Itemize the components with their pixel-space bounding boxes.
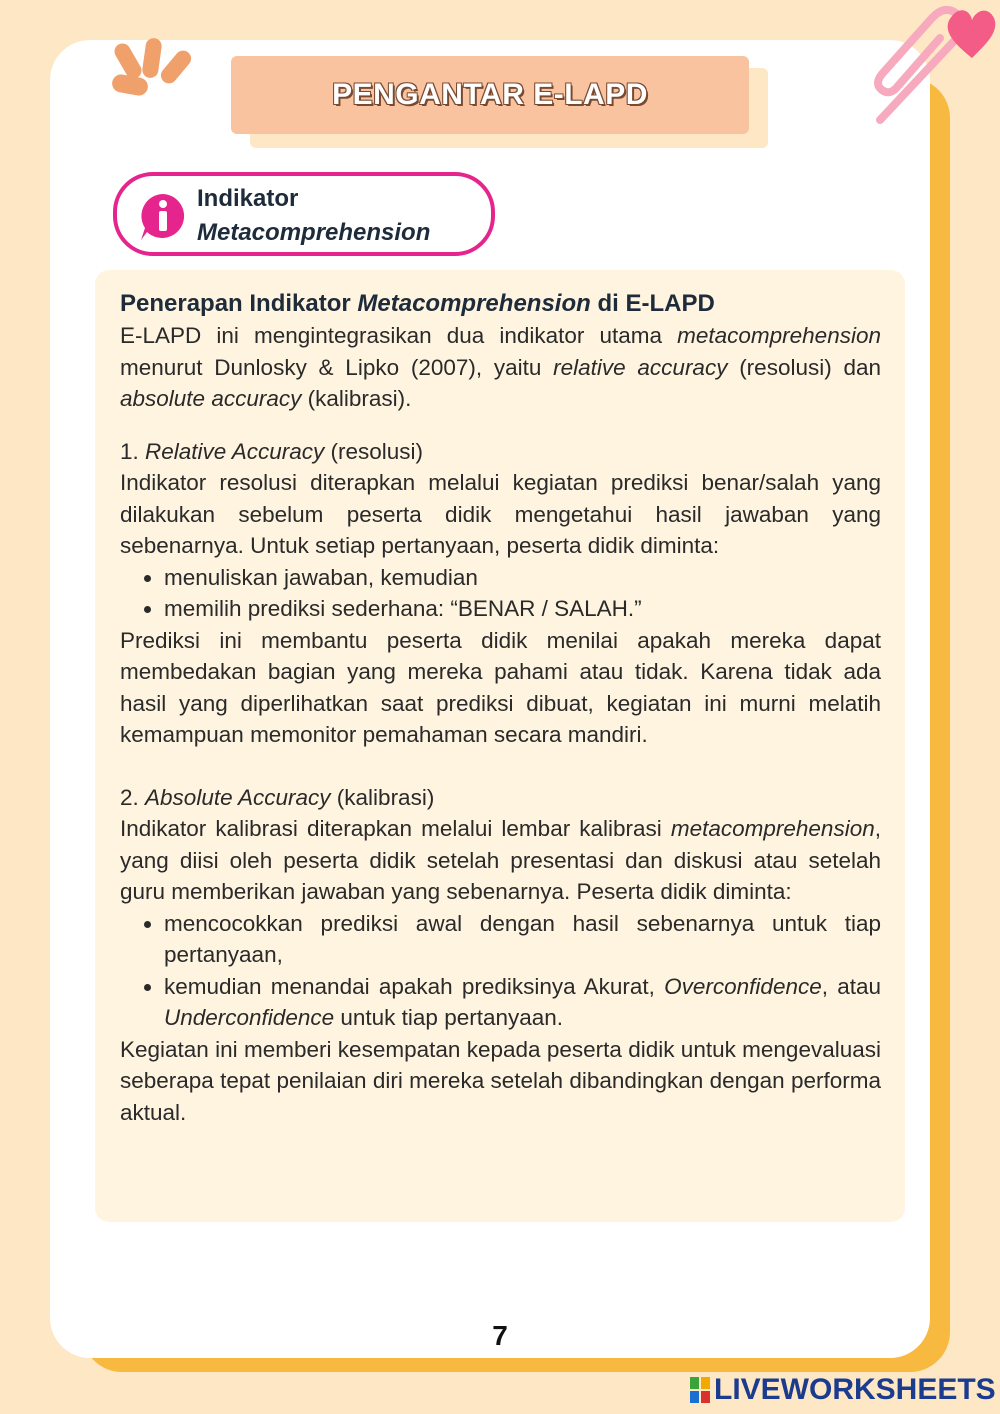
list-item: • kemudian menandai apakah prediksinya Akurat, Overconfidence, atau Underconfidence untuk tiap pertanyaan. bbox=[164, 971, 881, 1034]
heart-paperclip-icon bbox=[860, 0, 1000, 140]
page-title: PENGANTAR E-LAPD bbox=[332, 78, 648, 111]
section2-paragraph-1: Indikator kalibrasi diterapkan melalui lembar kalibrasi metacomprehension, yang diisi oleh peserta didik setelah presentasi dan diskusi atau setelah guru memberikan jawaban yang sebenarnya. Peserta didik diminta: bbox=[120, 816, 881, 904]
section2-paragraph-2: Kegiatan ini memberi kesempatan kepada peserta didik untuk mengevaluasi seberapa tepat penilaian diri mereka setelah dibandingkan dengan performa aktual. bbox=[120, 1036, 881, 1125]
watermark-text: LIVEWORKSHEETS bbox=[714, 1373, 996, 1406]
content-text bbox=[120, 288, 881, 1128]
section1-title: 1. Relative Accuracy (resolusi) bbox=[120, 438, 424, 464]
badge-line-1: Indikator bbox=[197, 185, 299, 212]
section1-list bbox=[120, 562, 881, 625]
title-banner bbox=[231, 56, 749, 134]
list-item: • menuliskan jawaban, kemudian bbox=[164, 562, 881, 594]
section-heading: Penerapan Indikator Metacomprehension di E-LAPD bbox=[120, 290, 715, 317]
sparkle-burst-icon bbox=[110, 38, 200, 108]
section1-paragraph-2: Prediksi ini membantu peserta didik menilai apakah mereka dapat membedakan bagian yang mereka pahami atau tidak. Karena tidak ada hasil yang diperlihatkan saat prediksi dibuat, kegiatan ini murni melatih kemampuan memonitor pemahaman secara mandiri. bbox=[120, 627, 881, 747]
liveworksheets-logo-icon bbox=[690, 1377, 710, 1403]
liveworksheets-watermark[interactable] bbox=[690, 1372, 996, 1408]
badge-line-2: Metacomprehension bbox=[197, 219, 431, 246]
list-item: • memilih prediksi sederhana: “BENAR / SALAH.” bbox=[164, 593, 881, 625]
section2-list bbox=[120, 908, 881, 1034]
page-number: 7 bbox=[492, 1320, 508, 1351]
section1-paragraph-1: Indikator resolusi diterapkan melalui kegiatan prediksi benar/salah yang dilakukan sebelum peserta didik mengetahui hasil jawaban yang sebenarnya. Untuk setiap pertanyaan, peserta didik diminta: bbox=[120, 470, 881, 558]
intro-paragraph: E-LAPD ini mengintegrasikan dua indikator utama metacomprehension menurut Dunlosky & Lipko (2007), yaitu relative accuracy (resolusi) dan absolute accuracy (kalibrasi). bbox=[120, 323, 881, 411]
info-icon bbox=[137, 192, 189, 242]
indicator-badge bbox=[113, 172, 495, 256]
section2-title: 2. Absolute Accuracy (kalibrasi) bbox=[120, 784, 435, 810]
badge-label bbox=[197, 182, 430, 250]
list-item: • mencocokkan prediksi awal dengan hasil sebenarnya untuk tiap pertanyaan, bbox=[164, 908, 881, 971]
